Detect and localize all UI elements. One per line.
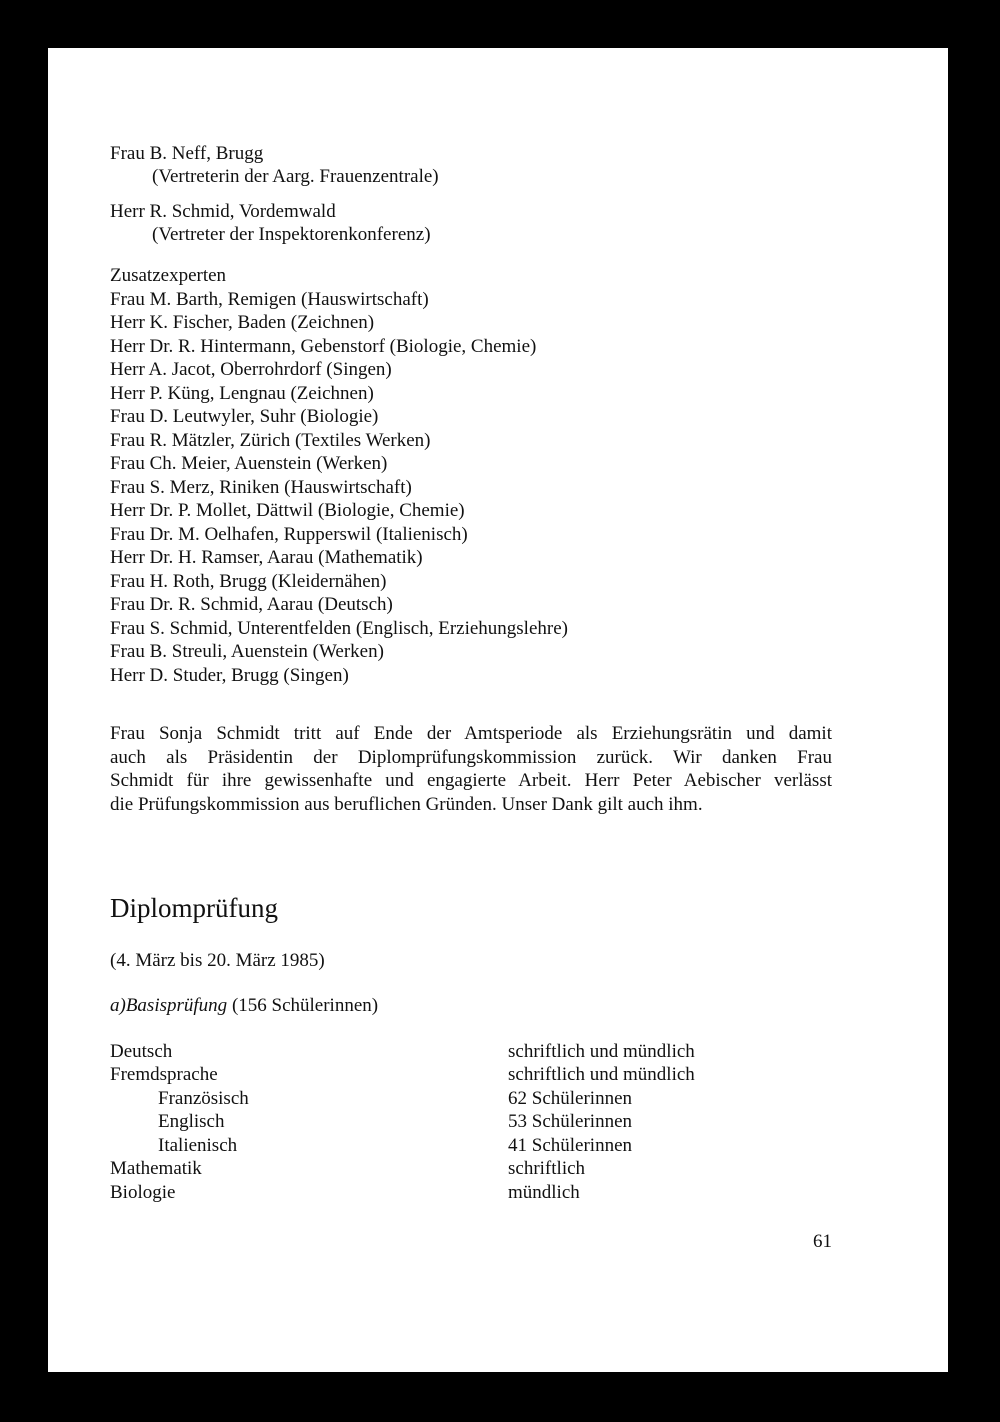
expert-item: Herr Dr. R. Hintermann, Gebenstorf (Biologie, Chemie): [110, 336, 537, 357]
subject-name: Französisch: [158, 1088, 249, 1109]
subject-detail: schriftlich: [508, 1158, 586, 1179]
expert-item: Herr A. Jacot, Oberrohrdorf (Singen): [110, 359, 392, 380]
member-name: Frau B. Neff, Brugg: [110, 143, 264, 164]
subject-name: Biologie: [110, 1182, 176, 1203]
subject-detail: mündlich: [508, 1182, 580, 1203]
expert-item: Frau S. Schmid, Unterentfelden (Englisch, Erziehungslehre): [110, 618, 568, 639]
section-title: Diplomprüfung: [110, 893, 278, 923]
subject-detail: schriftlich und mündlich: [508, 1041, 695, 1062]
expert-item: Herr D. Studer, Brugg (Singen): [110, 665, 349, 686]
resignation-paragraph: [110, 722, 832, 816]
sub-section-label: a)Basisprüfung: [110, 995, 228, 1016]
paragraph-line: Schmidt für ihre gewissenhafte und engagierte Arbeit. Herr Peter Aebischer verlässt: [110, 770, 832, 791]
subject-detail: schriftlich und mündlich: [508, 1064, 695, 1085]
expert-item: Frau Ch. Meier, Auenstein (Werken): [110, 453, 388, 474]
subject-name: Deutsch: [110, 1041, 173, 1062]
paragraph-line: die Prüfungskommission aus beruflichen Gründen. Unser Dank gilt auch ihm.: [110, 793, 703, 815]
subject-detail: 62 Schülerinnen: [508, 1088, 633, 1109]
page-number: 61: [813, 1231, 832, 1252]
sub-section-heading: [110, 994, 378, 1018]
expert-item: Herr P. Küng, Lengnau (Zeichnen): [110, 383, 374, 404]
experts-heading: Zusatzexperten: [110, 265, 227, 286]
expert-item: Herr Dr. H. Ramser, Aarau (Mathematik): [110, 547, 423, 568]
expert-item: Frau D. Leutwyler, Suhr (Biologie): [110, 406, 379, 427]
expert-item: Frau R. Mätzler, Zürich (Textiles Werken): [110, 430, 431, 451]
expert-item: Frau Dr. R. Schmid, Aarau (Deutsch): [110, 594, 393, 615]
expert-item: Herr Dr. P. Mollet, Dättwil (Biologie, Chemie): [110, 500, 465, 521]
expert-item: Frau M. Barth, Remigen (Hauswirtschaft): [110, 289, 429, 310]
sub-section-note: (156 Schülerinnen): [227, 995, 379, 1016]
exam-dates: (4. März bis 20. März 1985): [110, 950, 325, 971]
subject-name: Mathematik: [110, 1158, 202, 1179]
subject-detail: 41 Schülerinnen: [508, 1135, 633, 1156]
expert-item: Frau H. Roth, Brugg (Kleidernähen): [110, 571, 387, 592]
member-role: (Vertreter der Inspektorenkonferenz): [152, 224, 431, 245]
member-role: (Vertreterin der Aarg. Frauenzentrale): [152, 166, 439, 187]
member-name: Herr R. Schmid, Vordemwald: [110, 201, 336, 222]
subject-name: Englisch: [158, 1111, 225, 1132]
expert-item: Frau S. Merz, Riniken (Hauswirtschaft): [110, 477, 412, 498]
expert-item: Frau Dr. M. Oelhafen, Rupperswil (Italienisch): [110, 524, 468, 545]
paragraph-line: auch als Präsidentin der Diplomprüfungskommission zurück. Wir danken Frau: [110, 746, 832, 768]
expert-item: Herr K. Fischer, Baden (Zeichnen): [110, 312, 375, 333]
expert-item: Frau B. Streuli, Auenstein (Werken): [110, 641, 384, 662]
paragraph-line: Frau Sonja Schmidt tritt auf Ende der Amtsperiode als Erziehungsrätin und damit: [110, 723, 832, 744]
subject-name: Italienisch: [158, 1135, 238, 1156]
subject-name: Fremdsprache: [110, 1064, 218, 1085]
subject-detail: 53 Schülerinnen: [508, 1111, 633, 1132]
document-page: [48, 48, 948, 1372]
